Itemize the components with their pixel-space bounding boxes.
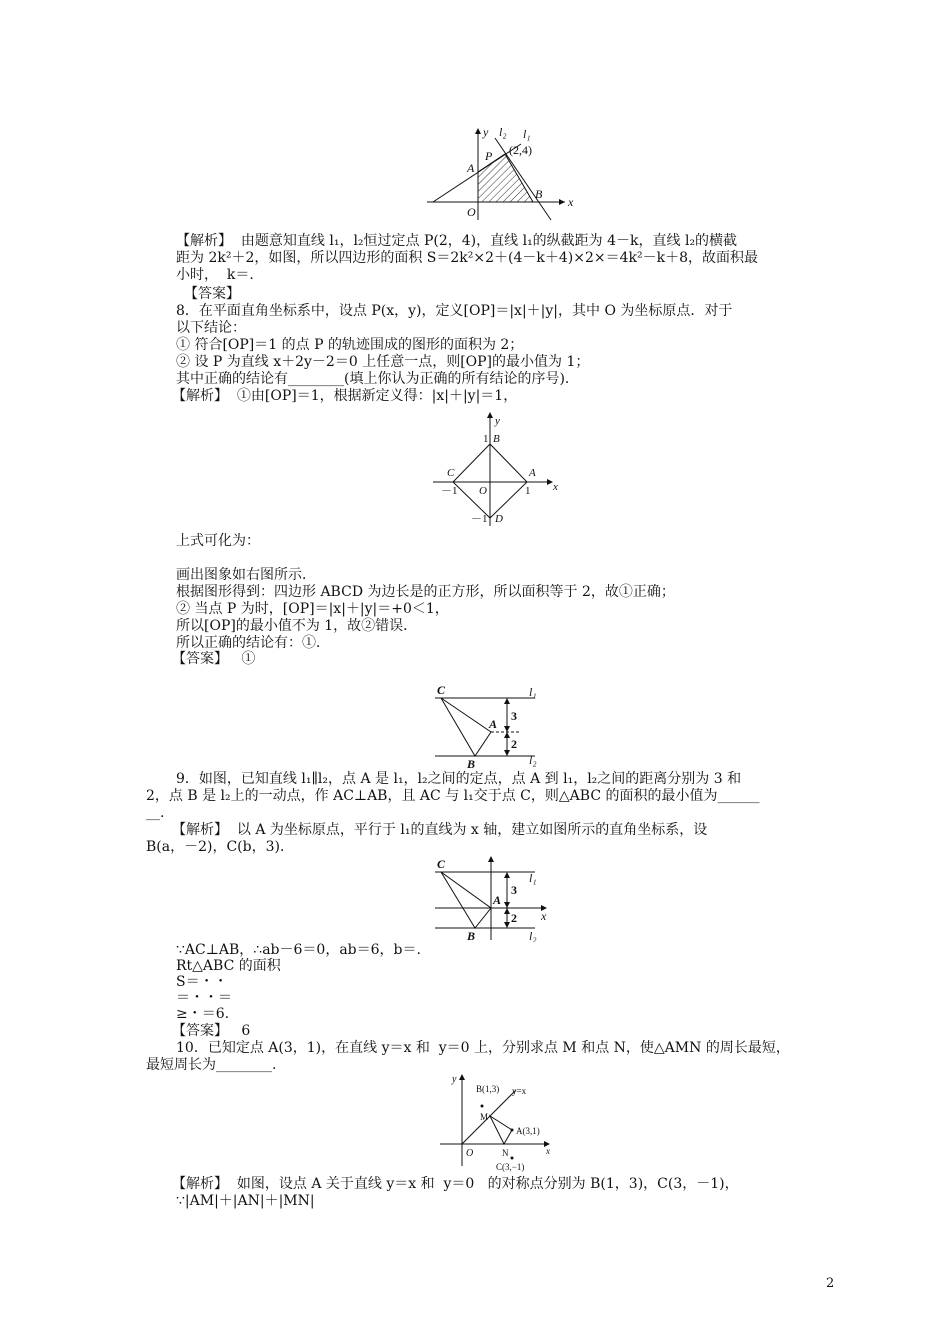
page-number: 2 bbox=[826, 1276, 835, 1291]
label-l2: l₂ bbox=[529, 753, 537, 767]
y-axis-label: y bbox=[483, 125, 489, 139]
label-B-1-3: B(1,3) bbox=[476, 1084, 500, 1094]
label-point-2-4: (2,4) bbox=[509, 143, 532, 157]
label-l1: l₁ bbox=[523, 127, 531, 141]
solution-10-line-1: 【解析】 如图，设点 A 关于直线 y＝x 和 y＝0 的对称点分别为 B(1，3)，C(3，－1)， bbox=[172, 1176, 739, 1192]
figure-parallel-lines-coordinates bbox=[425, 852, 555, 942]
problem-8-line-1: 8．在平面直角坐标系中，设点 P(x，y)，定义[OP]＝|x|＋|y|，其中 O 为坐标原点．对于 bbox=[176, 303, 733, 319]
label-l1: l₁ bbox=[529, 685, 537, 699]
x-axis-label: x bbox=[568, 195, 574, 209]
label-P: P bbox=[485, 149, 493, 163]
solution-8-line-1: 【解析】 ①由[OP]＝1，根据新定义得：|x|＋|y|＝1， bbox=[172, 388, 518, 404]
distance-2: 2 bbox=[511, 911, 517, 925]
tick-1-right: 1 bbox=[525, 485, 531, 497]
label-l1: l₁ bbox=[529, 871, 537, 885]
label-A: A bbox=[489, 717, 498, 731]
figure-square-abcd bbox=[425, 410, 565, 530]
solution-9-line-3: ∵AC⊥AB，∴ab－6＝0，ab＝6，b＝. bbox=[176, 942, 421, 958]
x-axis-label: x bbox=[553, 481, 558, 493]
answer-9: 【答案】 6 bbox=[172, 1023, 251, 1039]
label-A: A bbox=[493, 893, 502, 907]
figure-parallel-lines-triangle bbox=[425, 684, 555, 770]
label-B: B bbox=[467, 929, 476, 942]
label-M: M bbox=[480, 1112, 489, 1122]
label-N: N bbox=[502, 1148, 509, 1158]
solution-9-line-6: ＝・・＝ bbox=[176, 990, 232, 1006]
label-A-3-1: A(3,1) bbox=[516, 1126, 540, 1136]
solution-9-line-4: Rt△ABC 的面积 bbox=[176, 958, 281, 974]
label-l2: l₂ bbox=[529, 929, 537, 942]
problem-9-line-1: 9．如图，已知直线 l₁∥l₂，点 A 是 l₁，l₂之间的定点，点 A 到 l₁，l₂之间的距离分别为 3 和 bbox=[176, 771, 742, 787]
label-O: O bbox=[467, 205, 476, 219]
answer-7: 【答案】 bbox=[184, 286, 240, 302]
problem-8-line-3: ① 符合[OP]＝1 的点 P 的轨迹围成的图形的面积为 2； bbox=[176, 337, 524, 353]
y-axis-label: y bbox=[452, 1074, 457, 1085]
solution-9-line-2: B(a，－2)，C(b，3)． bbox=[146, 839, 294, 855]
label-C-3-neg1: C(3,−1) bbox=[496, 1162, 525, 1172]
x-axis-label: x bbox=[546, 1146, 550, 1156]
answer-8: 【答案】 ① bbox=[172, 651, 256, 667]
solution-9-line-7: ≥・＝6. bbox=[176, 1006, 230, 1022]
problem-8-line-4: ② 设 P 为直线 x＋2y－2＝0 上任意一点，则[OP]的最小值为 1； bbox=[176, 354, 590, 370]
problem-10-line-2: 最短周长为________. bbox=[146, 1057, 277, 1073]
solution-8-line-6: 所以[OP]的最小值不为 1，故②错误． bbox=[176, 618, 418, 634]
distance-3: 3 bbox=[511, 883, 517, 897]
label-B: B bbox=[467, 757, 476, 770]
label-B: B bbox=[535, 187, 543, 201]
solution-10-line-2: ∵|AM|＋|AN|＋|MN| bbox=[176, 1193, 315, 1209]
solution-8-line-4: 根据图形得到：四边形 ABCD 为边长是的正方形，所以面积等于 2，故①正确； bbox=[176, 584, 675, 600]
solution-8-line-7: 所以正确的结论有：①． bbox=[176, 635, 330, 651]
label-O: O bbox=[466, 1148, 474, 1159]
label-l2: l₂ bbox=[499, 125, 507, 139]
label-C: C bbox=[437, 857, 446, 871]
figure-reflection-points bbox=[436, 1070, 556, 1172]
problem-9-line-2: 2，点 B 是 l₂上的一动点，作 AC⊥AB，且 AC 与 l₁交于点 C，则△ABC 的面积的最小值为______ bbox=[146, 788, 760, 804]
solution-8-line-2: 上式可化为： bbox=[176, 533, 260, 549]
distance-3: 3 bbox=[511, 709, 517, 723]
label-A: A bbox=[529, 467, 536, 479]
solution-9-line-5: S＝・・ bbox=[176, 974, 228, 990]
problem-8-line-5: 其中正确的结论有________(填上你认为正确的所有结论的序号)． bbox=[176, 371, 579, 387]
label-A: A bbox=[467, 161, 475, 175]
solution-9-line-1: 【解析】 以 A 为坐标原点，平行于 l₁的直线为 x 轴，建立如图所示的直角坐标系，设 bbox=[172, 822, 708, 838]
distance-2: 2 bbox=[511, 737, 517, 751]
tick-neg1-left: －1 bbox=[441, 485, 458, 497]
solution-8-line-3: 画出图象如右图所示． bbox=[176, 567, 316, 583]
label-line-y-equals-x: y=x bbox=[512, 1086, 527, 1096]
solution-7-line-3: 小时， k＝. bbox=[176, 267, 254, 283]
solution-8-line-5: ② 当点 P 为时，[OP]＝|x|＋|y|＝+0＜1， bbox=[176, 601, 449, 617]
label-O: O bbox=[479, 485, 487, 497]
tick-neg1-bottom: －1 bbox=[471, 513, 488, 525]
tick-1-top: 1 bbox=[483, 433, 489, 445]
solution-7-line-1: 【解析】 由题意知直线 l₁，l₂恒过定点 P(2，4)，直线 l₁的纵截距为 4－k，直线 l₂的横截 bbox=[176, 233, 738, 249]
problem-10-line-1: 10．已知定点 A(3，1)，在直线 y＝x 和 y＝0 上，分别求点 M 和点 N，使△AMN 的周长最短， bbox=[176, 1040, 790, 1056]
problem-8-line-2: 以下结论： bbox=[176, 320, 246, 336]
label-B: B bbox=[493, 433, 500, 445]
solution-7-line-2: 距为 2k²＋2，如图，所以四边形的面积 S＝2k²×2＋(4－k＋4)×2×＝4k²－k＋8，故面积最 bbox=[176, 250, 759, 266]
label-C: C bbox=[447, 467, 455, 479]
figure-quadrilateral-shaded bbox=[425, 124, 575, 224]
y-axis-label: y bbox=[495, 415, 500, 427]
label-D: D bbox=[495, 513, 503, 525]
x-axis-label: x bbox=[541, 909, 547, 923]
problem-9-line-3: __. bbox=[146, 805, 165, 821]
label-C: C bbox=[437, 684, 446, 697]
